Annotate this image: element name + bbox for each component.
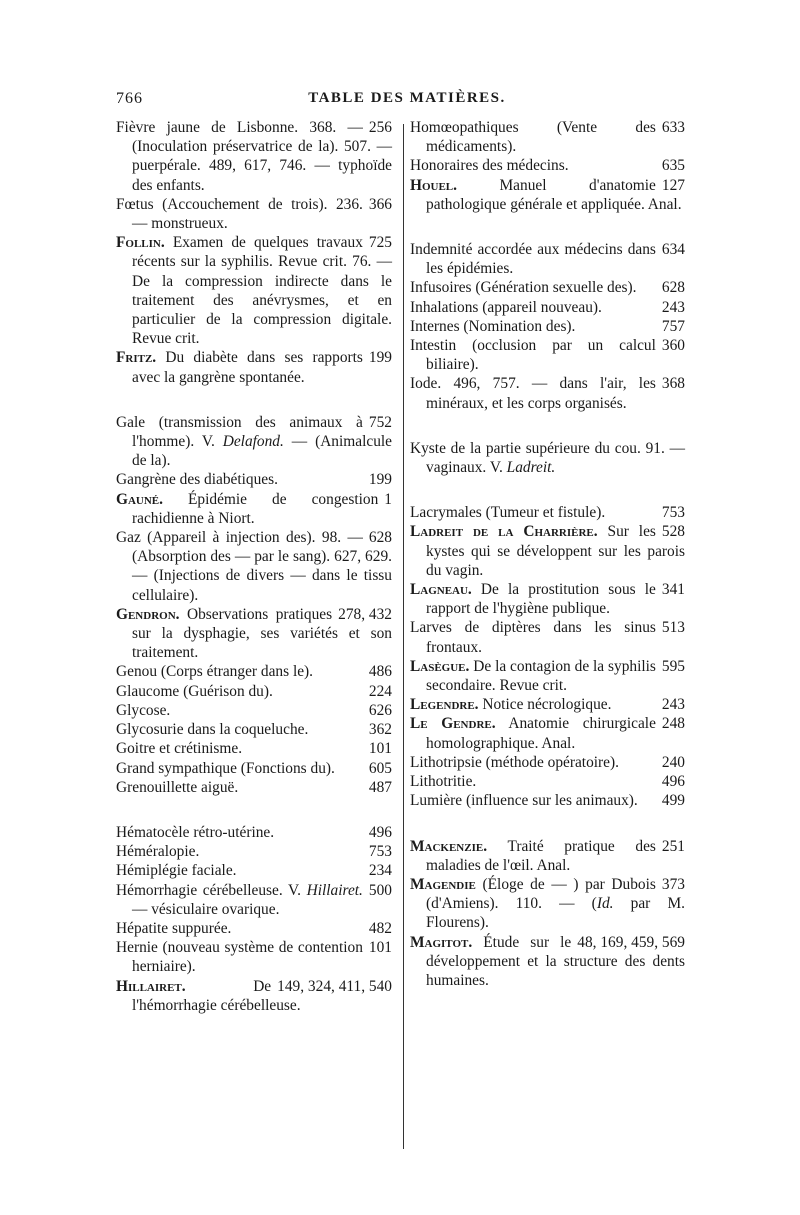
entry-text: De l'hémorrhagie cérébelleuse. [132, 977, 301, 1014]
index-entry [116, 195, 392, 233]
index-entry [116, 682, 392, 701]
page-number: 766 [116, 90, 143, 107]
index-entry [410, 772, 685, 791]
entry-text: Grenouillette aiguë. [116, 778, 239, 796]
page-reference: 341 [661, 581, 685, 599]
author-name: Fritz. [116, 349, 157, 367]
author-name: Ladreit de la Charrière. [410, 523, 598, 541]
index-entry [410, 695, 685, 714]
entry-text: Notice nécrologique. [482, 696, 612, 714]
page-reference: 243 [661, 298, 685, 316]
index-entry [116, 919, 392, 938]
author-name: Magendie [410, 875, 476, 893]
page-reference: 234 [368, 862, 392, 880]
left-index-column [116, 118, 392, 1015]
cross-reference: Delafond. [222, 433, 284, 451]
page-reference: 605 [368, 759, 392, 777]
index-entry [116, 490, 392, 528]
index-entry [116, 605, 392, 663]
entry-text: Lumière (influence sur les animaux). [410, 792, 638, 810]
entry-text: Lithotritie. [410, 773, 477, 791]
entry-text: Hernie (nouveau système de contention herniaire). [116, 939, 363, 976]
index-entry [116, 977, 392, 1015]
page-reference: 752 [368, 413, 392, 431]
entry-text: Observations pratiques sur la dysphagie, ses variétés et son traitement. [132, 605, 392, 662]
page-reference: 278, 432 [338, 605, 392, 623]
page-reference: 373 [661, 875, 685, 893]
index-entry [410, 336, 685, 374]
entry-text: Indemnité accordée aux médecins dans les épidémies. [410, 241, 656, 278]
page-reference: 634 [661, 241, 685, 259]
page-reference: 753 [661, 504, 685, 522]
entry-text: Hémorrhagie cérébelleuse. V. [116, 881, 307, 899]
index-entry [116, 759, 392, 778]
index-entry [410, 837, 685, 875]
index-entry [410, 374, 685, 412]
page-reference: 360 [661, 337, 685, 355]
entry-text: Fœtus (Accouchement de trois). 236. — monstrueux. [116, 195, 363, 233]
entry-text-continued: par M. Flourens). [426, 895, 685, 932]
page-reference: 635 [661, 157, 685, 175]
page-reference: 127 [661, 176, 685, 194]
page-reference: 366 [368, 195, 392, 213]
page-reference: 48, 169, 459, 569 [577, 933, 685, 951]
index-entry [410, 176, 685, 214]
page-reference: 199 [368, 349, 392, 367]
entry-text: Hépatite suppurée. [116, 919, 232, 937]
index-entry [116, 233, 392, 348]
page-reference: 101 [368, 740, 392, 758]
entry-text: Gale (transmission des animaux à l'homme). V. [116, 413, 363, 451]
author-name: Le Gendre. [410, 715, 496, 733]
running-title: TABLE DES MATIÈRES. [308, 90, 506, 106]
entry-text: Fièvre jaune de Lisbonne. 368. — (Inoculation préservatrice de la). 507. — puerpérale. 489, 617, 746. — typhoïde des enfants. [116, 119, 392, 194]
index-entry [410, 522, 685, 580]
index-entry [116, 778, 392, 797]
page-reference: 1 [384, 490, 392, 508]
entry-text: Examen de quelques travaux récents sur la syphilis. Revue crit. 76. — De la compression indirecte dans le traitement des anévrysmes, et en particulier de la compression digitale. Revue crit. [132, 234, 392, 348]
entry-text: Épidémie de congestion rachidienne à Niort. [132, 490, 379, 527]
entry-text: Du diabète dans ses rapports avec la gangrène spontanée. [132, 349, 363, 386]
author-name: Houel. [410, 176, 457, 194]
index-entry [116, 823, 392, 842]
entry-text: Honoraires des médecins. [410, 157, 569, 175]
entry-text: Hématocèle rétro-utérine. [116, 823, 275, 841]
cross-reference: Id. [596, 895, 614, 913]
index-entry [410, 156, 685, 175]
page-reference: 513 [661, 619, 685, 637]
author-name: Magitot. [410, 933, 473, 951]
entry-text: Glycosurie dans la coqueluche. [116, 721, 309, 739]
index-entry [116, 348, 392, 386]
page-reference: 628 [661, 279, 685, 297]
index-entry [116, 861, 392, 880]
entry-text: De la contagion de la syphilis secondaire. Revue crit. [426, 657, 656, 695]
author-name: Legendre. [410, 696, 479, 714]
entry-text: Grand sympathique (Fonctions du). [116, 759, 335, 777]
page-reference: 149, 324, 411, 540 [277, 977, 392, 995]
entry-text: De la prostitution sous le rapport de l'hygiène publique. [426, 581, 656, 618]
page-reference: 753 [368, 843, 392, 861]
index-entry [410, 298, 685, 317]
entry-text-continued: — vésiculaire ovarique. [132, 900, 280, 918]
page-reference: 487 [368, 778, 392, 796]
entry-text: Iode. 496, 757. — dans l'air, les minéraux, et les corps organisés. [410, 375, 656, 412]
entry-text: Traité pratique des maladies de l'œil. Anal. [426, 837, 656, 874]
index-entry [410, 240, 685, 278]
entry-text: Intestin (occlusion par un calcul biliaire). [410, 337, 656, 374]
index-entry [116, 938, 392, 976]
page-reference: 486 [368, 663, 392, 681]
index-entry [410, 118, 685, 156]
entry-text: Gangrène des diabétiques. [116, 471, 278, 489]
author-name: Mackenzie. [410, 837, 488, 855]
page-reference: 633 [661, 119, 685, 136]
page-reference: 500 [368, 881, 392, 899]
entry-text: Sur les kystes qui se développent sur les parois du vagin. [426, 523, 685, 579]
column-divider [403, 124, 404, 1149]
entry-text: Étude sur le développement et la structure des dents humaines. [426, 933, 685, 989]
page-reference: 499 [661, 792, 685, 810]
entry-text: Anatomie chirurgicale homolographique. Anal. [426, 715, 656, 752]
index-entry [116, 720, 392, 739]
page-reference: 757 [661, 317, 685, 335]
index-entry [410, 714, 685, 752]
entry-text: Glycose. [116, 701, 171, 719]
page-reference: 482 [368, 919, 392, 937]
page-reference: 240 [661, 753, 685, 771]
author-name: Lasègue. [410, 657, 470, 675]
index-entry [116, 470, 392, 489]
page-reference: 248 [661, 715, 685, 733]
right-index-column [410, 118, 685, 990]
author-name: Gauné. [116, 490, 163, 508]
entry-text: Larves de diptères dans les sinus frontaux. [410, 619, 656, 656]
index-entry [116, 842, 392, 861]
page-reference: 528 [661, 523, 685, 541]
page-reference: 199 [368, 471, 392, 489]
index-entry [116, 701, 392, 720]
index-entry [410, 618, 685, 656]
page-reference: 243 [661, 696, 685, 714]
entry-text: Homœopathiques (Vente des médicaments). [410, 119, 656, 156]
index-entry [410, 580, 685, 618]
page-reference: 224 [368, 682, 392, 700]
page-reference: 595 [661, 657, 685, 675]
page-reference: 256 [368, 119, 392, 136]
page-reference: 251 [661, 837, 685, 855]
cross-reference: Ladreit. [506, 459, 556, 477]
index-entry [410, 791, 685, 810]
entry-text: Kyste de la partie supérieure du cou. 91. — vaginaux. V. [410, 439, 685, 477]
index-entry [410, 657, 685, 695]
entry-text: Genou (Corps étranger dans le). [116, 663, 314, 681]
index-entry [116, 413, 392, 471]
page-reference: 101 [368, 939, 392, 957]
index-entry [410, 875, 685, 933]
author-name: Hillairet. [116, 977, 186, 995]
index-entry [116, 739, 392, 758]
index-entry [116, 118, 392, 195]
page-reference: 496 [661, 773, 685, 791]
entry-text: Inhalations (appareil nouveau). [410, 298, 602, 316]
entry-text: Gaz (Appareil à injection des). 98. — (Absorption des — par le sang). 627, 629. — (Injections de divers — dans le tissu cellulaire). [116, 529, 392, 604]
entry-text: Lithotripsie (méthode opératoire). [410, 753, 619, 771]
author-name: Lagneau. [410, 581, 472, 599]
page-reference: 362 [368, 721, 392, 739]
entry-text: Héméralopie. [116, 843, 200, 861]
page-reference: 626 [368, 701, 392, 719]
page-reference: 628 [368, 529, 392, 547]
entry-text: Glaucome (Guérison du). [116, 682, 273, 700]
index-entry [410, 753, 685, 772]
index-entry [410, 503, 685, 522]
entry-text: Internes (Nomination des). [410, 317, 576, 335]
author-name: Follin. [116, 234, 165, 252]
index-entry [410, 278, 685, 297]
entry-text: Infusoires (Génération sexuelle des). [410, 279, 637, 297]
page-reference: 725 [368, 234, 392, 252]
page-header [116, 90, 698, 114]
page-reference: 496 [368, 823, 392, 841]
entry-text: Hémiplégie faciale. [116, 862, 237, 880]
entry-text: Manuel d'anatomie pathologique générale et appliquée. Anal. [426, 176, 682, 213]
author-name: Gendron. [116, 605, 180, 623]
index-entry [116, 662, 392, 681]
entry-text: Lacrymales (Tumeur et fistule). [410, 504, 606, 522]
cross-reference: Hillairet. [306, 881, 363, 899]
index-entry [116, 528, 392, 605]
index-entry [410, 933, 685, 991]
entry-text: Goitre et crétinisme. [116, 740, 243, 758]
index-entry [410, 439, 685, 477]
page-reference: 368 [661, 375, 685, 393]
entry-text-continued: — (Animalcule de la). [132, 433, 392, 470]
index-entry [410, 317, 685, 336]
entry-text: (Éloge de — ) par Dubois (d'Amiens). 110. — ( [426, 875, 656, 913]
index-entry [116, 881, 392, 919]
